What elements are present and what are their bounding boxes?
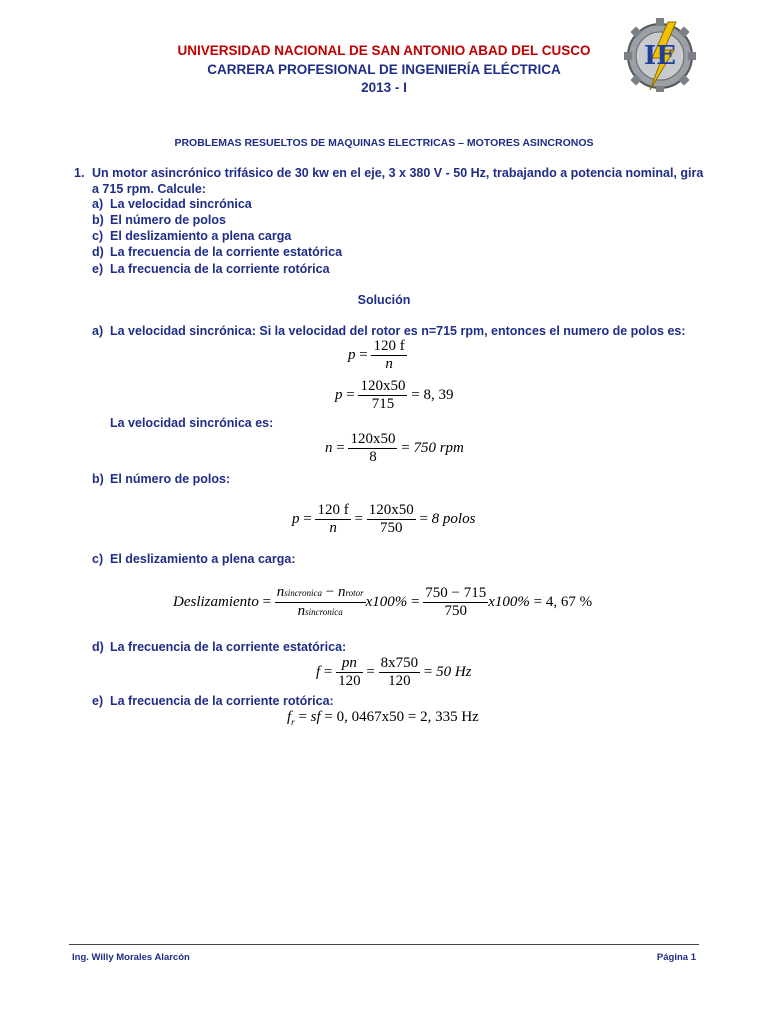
problem-item-label: c) [92,229,104,243]
logo-text: IE [644,41,676,71]
footer-author: Ing. Willy Morales Alarcón [72,952,190,963]
solution-e-text: La frecuencia de la corriente rotórica: [110,694,334,708]
problem-item-text: El deslizamiento a plena carga [110,229,292,243]
solution-d-label: d) [92,640,104,654]
equation-number-of-poles: p = $\frac{120 f}{n}$ = $\frac{120x50}{750}$ = 8 polos [292,502,476,536]
problem-item-text: El número de polos [110,213,226,227]
footer-divider [69,944,699,945]
solution-title: Solución [357,293,411,307]
problem-item-label: b) [92,213,104,227]
solution-a-sub: La velocidad sincrónica es: [110,416,274,430]
solution-d-text: La frecuencia de la corriente estatórica: [110,640,347,654]
semester: 2013 - I [361,80,407,95]
faculty-logo [622,14,698,94]
solution-a-text: La velocidad sincrónica: Si la velocidad del rotor es n=715 rpm, entonces el numero de polos es: [110,324,686,338]
equation-pole-value: p = $\frac{120x50}{715}$ = 8, 39 [335,378,454,412]
equation-stator-frequency: f = $\frac{pn}{120}$ = $\frac{8x750}{120}$ = 50 Hz [316,655,472,689]
equation-rotor-frequency: $f_r$ = sf = 0, 0467x50 = 2, 335 Hz [287,709,479,727]
problem-item-text: La frecuencia de la corriente rotórica [110,262,330,276]
problem-item-text: La frecuencia de la corriente estatórica [110,245,343,259]
equation-pole-formula: p = $\frac{120 f}{n}$ [348,338,405,372]
problem-item-label: e) [92,262,104,276]
problem-text-line2: a 715 rpm. Calcule: [92,182,206,196]
solution-c-text: El deslizamiento a plena carga: [110,552,296,566]
document-title: PROBLEMAS RESUELTOS DE MAQUINAS ELECTRICAS – MOTORES ASINCRONOS [174,137,594,149]
career-name: CARRERA PROFESIONAL DE INGENIERÍA ELÉCTRICA [207,62,561,77]
solution-c-label: c) [92,552,104,566]
problem-item-label: d) [92,245,104,259]
problem-number: 1. [74,166,85,180]
equation-synchronous-speed: n = $\frac{120x50}{8}$ = 750 rpm [325,431,464,465]
solution-a-label: a) [92,324,104,338]
problem-item-text: La velocidad sincrónica [110,197,252,211]
equation-slip: Deslizamiento = $\frac{\text{nsincronica − nrotor}}{\text{nsincronica}}$ x100% = $\frac{750 - 715}{750}$ x100% = 4, 67 % [173,584,593,619]
problem-text-line1: Un motor asincrónico trifásico de 30 kw en el eje, 3 x 380 V - 50 Hz, trabajando a potencia nominal, gira [92,166,704,180]
problem-item-label: a) [92,197,104,211]
solution-b-label: b) [92,472,104,486]
university-name: UNIVERSIDAD NACIONAL DE SAN ANTONIO ABAD DEL CUSCO [177,43,591,58]
footer-page-number: Página 1 [656,952,696,963]
solution-e-label: e) [92,694,104,708]
solution-b-text: El número de polos: [110,472,231,486]
